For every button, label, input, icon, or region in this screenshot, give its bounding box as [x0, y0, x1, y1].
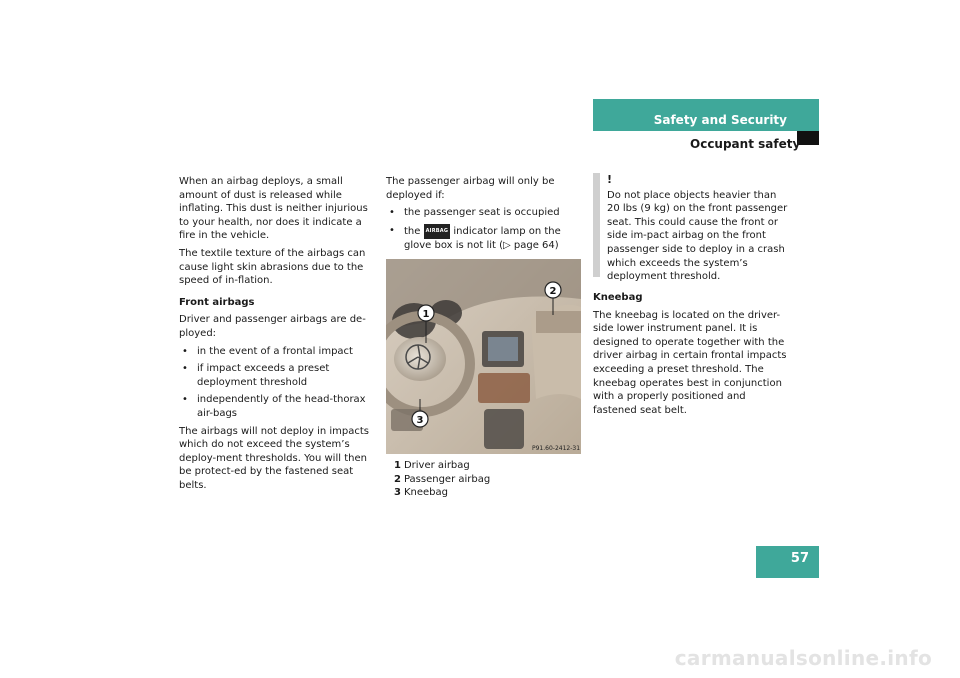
- list-item-text: indicator lamp on the glove box is not lit (▷ page 64): [404, 225, 561, 252]
- list-item-text: the: [404, 225, 421, 237]
- watermark: carmanualsonline.info: [674, 646, 932, 670]
- paragraph: When an airbag deploys, a small amount of dust is released while inflating. This dust is neither injurious to your health, nor does it indicate a fire in the vehicle.: [179, 176, 368, 242]
- section-title: Safety and Security: [653, 113, 787, 127]
- column-1: [179, 175, 377, 496]
- paragraph: The kneebag is located on the driver-side lower instrument panel. It is designed to operate together with the driver airbag in certain frontal impacts exceeding a preset threshold. The kneebag operates best in conjunction with a properly positioned and fastened seat belt.: [593, 309, 787, 416]
- column-2: [386, 175, 582, 257]
- list-item: [386, 224, 582, 253]
- paragraph: The textile texture of the airbags can cause light skin abrasions due to the speed of in-flation.: [179, 247, 366, 287]
- callout-label-3: 3: [416, 415, 424, 426]
- airbag-indicator-icon: AIRBAG: [424, 224, 451, 240]
- legend-label: Passenger airbag: [403, 473, 491, 485]
- callout-label-1: 1: [422, 309, 430, 320]
- list-item: [179, 393, 377, 420]
- bullet-icon: •: [182, 394, 188, 406]
- section-heading: Front airbags: [179, 296, 255, 308]
- legend-number: 3: [394, 487, 401, 499]
- section-heading: Kneebag: [593, 292, 643, 303]
- legend-number: 1: [394, 460, 401, 471]
- legend-number: 2: [394, 473, 401, 485]
- center-screen: [488, 337, 518, 361]
- legend-item: [394, 486, 490, 500]
- legend-label: Driver airbag: [403, 460, 470, 471]
- list-item: [179, 362, 377, 389]
- list-item: [386, 206, 582, 220]
- center-console-wood: [478, 373, 530, 403]
- legend-label: Kneebag: [403, 487, 448, 499]
- legend-item: [394, 459, 490, 473]
- dashboard-figure: [386, 259, 581, 454]
- center-console-lower: [484, 409, 524, 449]
- header-marker: [797, 131, 819, 145]
- bullet-icon: •: [389, 224, 395, 236]
- figure-code: P91.60-2412-31: [532, 445, 581, 452]
- callout-label-2: 2: [549, 286, 557, 297]
- paragraph: Driver and passenger airbags are de-ployed:: [179, 314, 366, 339]
- warning-icon: !: [607, 173, 613, 186]
- list-item: [179, 345, 377, 359]
- warning-box: [593, 173, 789, 284]
- legend-item: [394, 473, 490, 487]
- bullet-list: [386, 206, 582, 253]
- passenger-airbag-panel: [536, 311, 581, 333]
- section-header-bar: [593, 99, 819, 131]
- bullet-icon: •: [182, 345, 188, 357]
- list-item-text: in the event of a frontal impact: [197, 345, 353, 357]
- bullet-list: [179, 345, 377, 421]
- figure-legend: [394, 459, 490, 500]
- warning-text: Do not place objects heavier than 20 lbs (9 kg) on the front passenger seat. This could cause the front or side im-pact airbag on the front passenger side to deploy in a crash which exceeds the system’s deployment threshold.: [607, 189, 788, 283]
- list-item-text: independently of the head-thorax air-bags: [197, 394, 366, 419]
- page-number: 57: [756, 546, 819, 578]
- list-item-text: if impact exceeds a preset deployment threshold: [197, 363, 330, 388]
- paragraph: The airbags will not deploy in impacts which do not exceed the system’s deploy-ment thresholds. You will then be protect-ed by the fastened seat belts.: [179, 425, 370, 491]
- subsection-title: Occupant safety: [690, 137, 801, 151]
- dashboard-illustration: [386, 259, 581, 454]
- column-3: [593, 291, 791, 421]
- bullet-icon: •: [182, 363, 188, 375]
- paragraph: The passenger airbag will only be deployed if:: [386, 176, 555, 201]
- list-item-text: the passenger seat is occupied: [404, 207, 560, 219]
- bullet-icon: •: [389, 207, 395, 219]
